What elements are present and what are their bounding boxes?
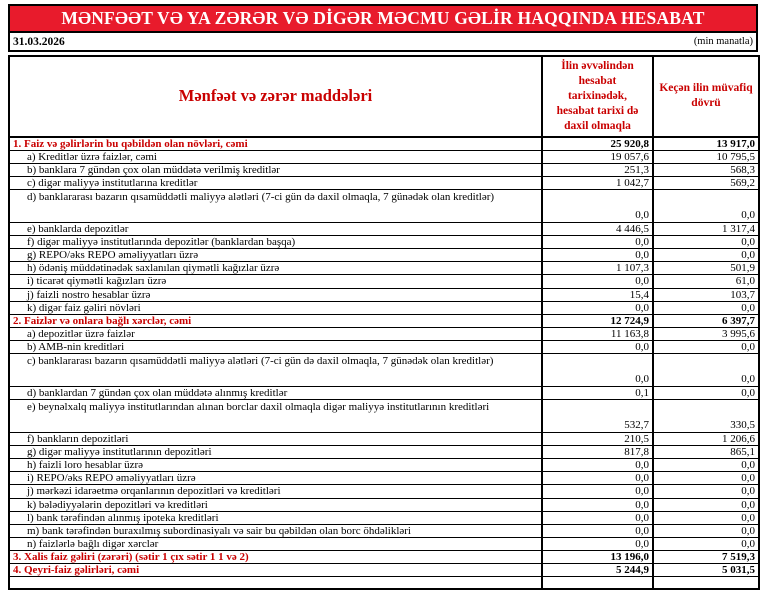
table-row	[9, 314, 759, 327]
row-current-value: 0,0	[542, 340, 653, 353]
row-value	[542, 577, 653, 589]
row-previous-value: 568,3	[653, 163, 759, 176]
row-label: h) faizli loro hesablar üzrə	[9, 459, 542, 472]
row-label: e) banklarda depozitlər	[9, 223, 542, 236]
row-current-value: 817,8	[542, 446, 653, 459]
row-label: e) beynəlxalq maliyyə institutlarından alınan borclar daxil olmaqla digər maliyyə institutlarının kreditləri	[9, 400, 542, 433]
report-date-row	[8, 33, 758, 52]
row-current-value: 0,0	[542, 511, 653, 524]
row-previous-value: 1 317,4	[653, 223, 759, 236]
row-current-value: 5 244,9	[542, 564, 653, 577]
row-current-value: 0,0	[542, 249, 653, 262]
row-current-value: 0,0	[542, 301, 653, 314]
row-previous-value: 61,0	[653, 275, 759, 288]
table-row	[9, 163, 759, 176]
row-current-value: 25 920,8	[542, 137, 653, 151]
row-label: h) ödəniş müddətinədək saxlanılan qiymətli kağızlar üzrə	[9, 262, 542, 275]
table-row	[9, 150, 759, 163]
header-previous-period-column: Keçən ilin müvafiq dövrü	[653, 56, 759, 137]
row-label: l) bank tərəfindən alınmış ipoteka kreditləri	[9, 511, 542, 524]
table-row	[9, 190, 759, 223]
row-current-value: 12 724,9	[542, 314, 653, 327]
table-row	[9, 433, 759, 446]
row-previous-value: 0,0	[653, 511, 759, 524]
table-row	[9, 400, 759, 433]
row-label: j) mərkəzi idarəetmə orqanlarının depozitləri və kreditləri	[9, 485, 542, 498]
row-label: a) Kreditlər üzrə faizlər, cəmi	[9, 150, 542, 163]
row-previous-value: 0,0	[653, 524, 759, 537]
table-row	[9, 498, 759, 511]
table-header-row	[9, 56, 759, 137]
row-label: 3. Xalis faiz gəliri (zərəri) (sətir 1 çıx sətir 1 1 və 2)	[9, 550, 542, 563]
row-label: 2. Faizlər və onlara bağlı xərclər, cəmi	[9, 314, 542, 327]
row-current-value: 0,0	[542, 275, 653, 288]
table-row	[9, 301, 759, 314]
row-current-value: 1 107,3	[542, 262, 653, 275]
row-label: i) REPO/əks REPO əməliyyatları üzrə	[9, 472, 542, 485]
row-label: m) bank tərəfindən buraxılmış subordinasiyalı və sair bu qəbildən olan borc öhdəlikləri	[9, 524, 542, 537]
row-label: c) digər maliyyə institutlarına kreditlər	[9, 176, 542, 189]
row-current-value: 210,5	[542, 433, 653, 446]
row-label: a) depozitlər üzrə faizlər	[9, 327, 542, 340]
row-current-value: 0,0	[542, 472, 653, 485]
row-previous-value: 0,0	[653, 472, 759, 485]
table-row	[9, 446, 759, 459]
table-row	[9, 340, 759, 353]
row-label: g) REPO/əks REPO əməliyyatları üzrə	[9, 249, 542, 262]
row-label: n) faizlərlə bağlı digər xərclər	[9, 537, 542, 550]
row-current-value: 15,4	[542, 288, 653, 301]
row-current-value: 11 163,8	[542, 327, 653, 340]
row-previous-value: 5 031,5	[653, 564, 759, 577]
report-title-bar	[8, 4, 758, 33]
table-row	[9, 249, 759, 262]
row-previous-value: 0,0	[653, 354, 759, 387]
report-title: MƏNFƏƏT VƏ YA ZƏRƏR VƏ DİGƏR MƏCMU GƏLİR HAQQINDA HESABAT	[61, 8, 705, 28]
row-previous-value: 569,2	[653, 176, 759, 189]
row-previous-value: 501,9	[653, 262, 759, 275]
row-label: 1. Faiz və gəlirlərin bu qəbildən olan növləri, cəmi	[9, 137, 542, 151]
row-current-value: 4 446,5	[542, 223, 653, 236]
row-previous-value: 7 519,3	[653, 550, 759, 563]
row-previous-value: 865,1	[653, 446, 759, 459]
row-previous-value: 0,0	[653, 485, 759, 498]
row-label: b) banklara 7 gündən çox olan müddətə verilmiş kreditlər	[9, 163, 542, 176]
header-items-column: Mənfəət və zərər maddələri	[9, 56, 542, 137]
table-row	[9, 537, 759, 550]
row-current-value: 0,0	[542, 537, 653, 550]
row-current-value: 0,1	[542, 387, 653, 400]
table-row	[9, 564, 759, 577]
table-row	[9, 511, 759, 524]
table-row	[9, 524, 759, 537]
row-previous-value: 0,0	[653, 387, 759, 400]
table-row	[9, 288, 759, 301]
row-previous-value: 0,0	[653, 340, 759, 353]
row-previous-value: 3 995,6	[653, 327, 759, 340]
row-current-value: 0,0	[542, 485, 653, 498]
row-current-value: 0,0	[542, 524, 653, 537]
report-date: 31.03.2026	[13, 35, 65, 48]
row-label: c) banklararası bazarın qısamüddətli maliyyə alətləri (7-ci gün də daxil olmaqla, 7 günədək olan kreditlər)	[9, 354, 542, 387]
row-value	[653, 577, 759, 589]
row-current-value: 532,7	[542, 400, 653, 433]
table-row	[9, 137, 759, 151]
row-previous-value: 0,0	[653, 459, 759, 472]
row-previous-value: 10 795,5	[653, 150, 759, 163]
row-label	[9, 577, 542, 589]
table-row-partial	[9, 577, 759, 589]
row-label: i) ticarət qiymətli kağızları üzrə	[9, 275, 542, 288]
row-previous-value: 0,0	[653, 301, 759, 314]
row-label: d) banklararası bazarın qısamüddətli maliyyə alətləri (7-ci gün də daxil olmaqla, 7 günədək olan kreditlər)	[9, 190, 542, 223]
table-row	[9, 327, 759, 340]
row-label: d) banklardan 7 gündən çox olan müddətə alınmış kreditlər	[9, 387, 542, 400]
table-row	[9, 387, 759, 400]
unit-note: (min manatla)	[693, 36, 753, 47]
row-previous-value: 103,7	[653, 288, 759, 301]
row-previous-value: 6 397,7	[653, 314, 759, 327]
table-row	[9, 176, 759, 189]
table-row	[9, 472, 759, 485]
table-row	[9, 223, 759, 236]
row-current-value: 251,3	[542, 163, 653, 176]
row-current-value: 0,0	[542, 354, 653, 387]
row-previous-value: 0,0	[653, 190, 759, 223]
row-label: b) AMB-nin kreditləri	[9, 340, 542, 353]
table-row	[9, 550, 759, 563]
row-previous-value: 0,0	[653, 236, 759, 249]
row-current-value: 0,0	[542, 236, 653, 249]
row-previous-value: 13 917,0	[653, 137, 759, 151]
table-row	[9, 485, 759, 498]
row-current-value: 0,0	[542, 190, 653, 223]
row-current-value: 0,0	[542, 459, 653, 472]
profit-loss-table	[8, 55, 760, 590]
row-label: g) digər maliyyə institutlarının depozitləri	[9, 446, 542, 459]
row-previous-value: 330,5	[653, 400, 759, 433]
row-previous-value: 0,0	[653, 537, 759, 550]
table-row	[9, 275, 759, 288]
row-current-value: 0,0	[542, 498, 653, 511]
row-label: k) bələdiyyələrin depozitləri və kreditləri	[9, 498, 542, 511]
table-body	[9, 137, 759, 589]
table-row	[9, 236, 759, 249]
row-label: k) digər faiz gəliri növləri	[9, 301, 542, 314]
row-label: 4. Qeyri-faiz gəlirləri, cəmi	[9, 564, 542, 577]
table-header	[9, 56, 759, 137]
table-row	[9, 459, 759, 472]
table-row	[9, 354, 759, 387]
row-previous-value: 1 206,6	[653, 433, 759, 446]
row-current-value: 1 042,7	[542, 176, 653, 189]
table-row	[9, 262, 759, 275]
row-previous-value: 0,0	[653, 249, 759, 262]
header-current-period-column: İlin əvvəlindən hesabat tarixinədək, hesabat tarixi də daxil olmaqla	[542, 56, 653, 137]
row-label: f) bankların depozitləri	[9, 433, 542, 446]
row-current-value: 13 196,0	[542, 550, 653, 563]
row-label: j) faizli nostro hesablar üzrə	[9, 288, 542, 301]
row-previous-value: 0,0	[653, 498, 759, 511]
row-label: f) digər maliyyə institutlarında depozitlər (banklardan başqa)	[9, 236, 542, 249]
row-current-value: 19 057,6	[542, 150, 653, 163]
